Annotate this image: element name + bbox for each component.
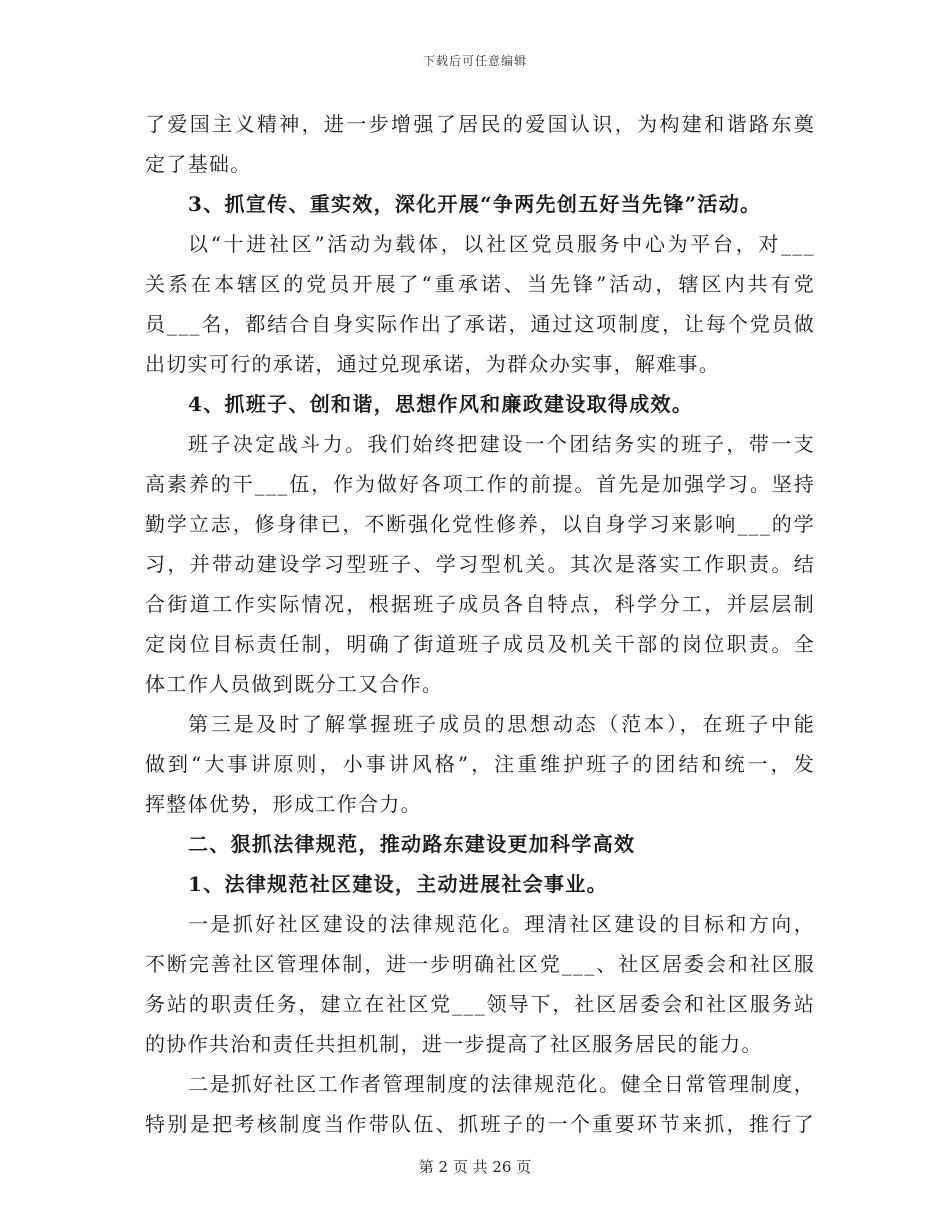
paragraph-line: 不断完善社区管理体制，进一步明确社区党___、社区居委会和社区服 xyxy=(145,952,815,976)
paragraph-line: 了爱国主义精神，进一步增强了居民的爱国认识，为构建和谐路东奠 xyxy=(145,112,815,136)
paragraph-line: 定岗位目标责任制，明确了街道班子成员及机关干部的岗位职责。全 xyxy=(145,632,815,656)
paragraph-line: 以“十进社区”活动为载体，以社区党员服务中心为平台，对___ xyxy=(188,232,815,256)
page-footer: 第 2 页 共 26 页 xyxy=(418,1158,532,1176)
paragraph-line: 一是抓好社区建设的法律规范化。理清社区建设的目标和方向， xyxy=(188,912,815,936)
document-body xyxy=(145,104,815,1144)
paragraph-line: 的协作共治和责任共担机制，进一步提高了社区服务居民的能力。 xyxy=(145,1032,763,1056)
paragraph-line: 特别是把考核制度当作带队伍、抓班子的一个重要环节来抓，推行了 xyxy=(145,1112,815,1136)
paragraph-line: 第三是及时了解掌握班子成员的思想动态（范本），在班子中能 xyxy=(188,712,815,736)
paragraph-line: 体工作人员做到既分工又合作。 xyxy=(145,672,444,696)
section-heading-line: 1、法律规范社区建设，主动进展社会事业。 xyxy=(188,872,608,896)
paragraph-line: 合街道工作实际情况，根据班子成员各自特点，科学分工，并层层制 xyxy=(145,592,815,616)
paragraph-line: 关系在本辖区的党员开展了“重承诺、当先锋”活动，辖区内共有党 xyxy=(145,272,815,296)
paragraph-line: 出切实可行的承诺，通过兑现承诺，为群众办实事，解难事。 xyxy=(145,352,721,376)
paragraph-line: 习，并带动建设学习型班子、学习型机关。其次是落实工作职责。结 xyxy=(145,552,815,576)
paragraph-line: 挥整体优势，形成工作合力。 xyxy=(145,792,422,816)
section-heading-line: 3、抓宣传、重实效，深化开展“争两先创五好当先锋”活动。 xyxy=(188,192,762,216)
paragraph-line: 二是抓好社区工作者管理制度的法律规范化。健全日常管理制度， xyxy=(188,1072,815,1096)
paragraph-line: 勤学立志，修身律已，不断强化党性修养，以自身学习来影响___的学 xyxy=(145,512,815,536)
page-header: 下载后可任意编辑 xyxy=(422,54,527,68)
paragraph-line: 高素养的干___伍，作为做好各项工作的前提。首先是加强学习。坚持 xyxy=(145,472,815,496)
paragraph-line: 班子决定战斗力。我们始终把建设一个团结务实的班子，带一支 xyxy=(188,432,815,456)
paragraph-line: 做到“大事讲原则，小事讲风格”，注重维护班子的团结和统一，发 xyxy=(145,752,815,776)
section-heading-line: 4、抓班子、创和谐，思想作风和廉政建设取得成效。 xyxy=(188,392,694,416)
section-heading-line: 二、狠抓法律规范，推动路东建设更加科学高效 xyxy=(188,832,636,856)
paragraph-line: 定了基础。 xyxy=(145,152,252,176)
paragraph-line: 员___名，都结合自身实际作出了承诺，通过这项制度，让每个党员做 xyxy=(145,312,815,336)
paragraph-line: 务站的职责任务，建立在社区党___领导下，社区居委会和社区服务站 xyxy=(145,992,815,1016)
